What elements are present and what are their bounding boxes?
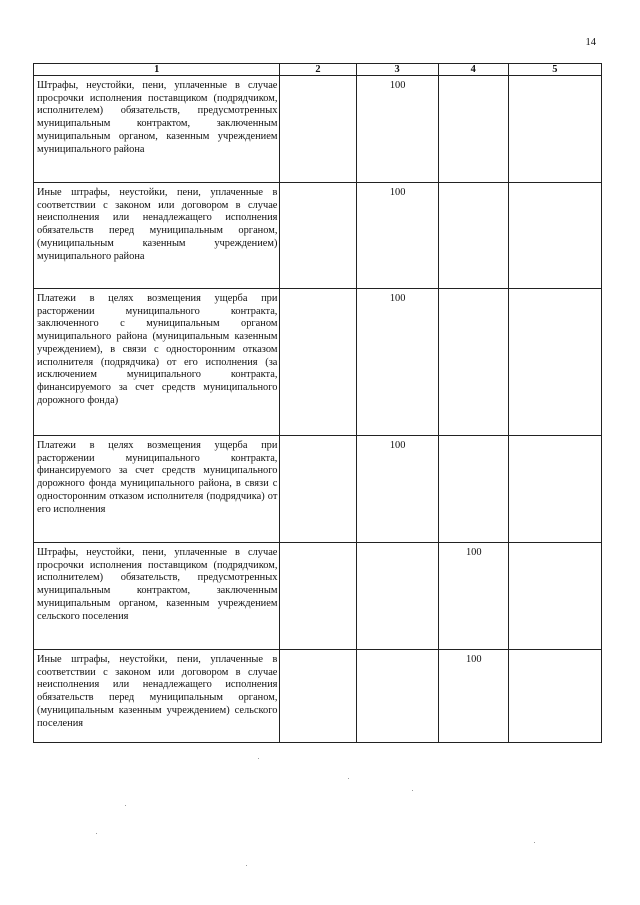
row-col-5: [508, 543, 601, 650]
table-row: [34, 289, 602, 436]
header-col-1: 1: [34, 64, 280, 76]
table-row: [34, 650, 602, 743]
header-col-2: 2: [280, 64, 356, 76]
row-col-4: [438, 436, 508, 543]
scan-speck: [412, 790, 413, 791]
table-row: [34, 543, 602, 650]
table-row: [34, 436, 602, 543]
row-description: Иные штрафы, неустойки, пени, уплаченные в соответствии с законом или договором в случае неисполнения или ненадлежащего исполнения обязательств перед муниципальным органом, (муниципальным казенным учреждением) сельского поселения: [34, 650, 280, 743]
row-col-3: 100: [356, 183, 438, 289]
row-col-5: [508, 436, 601, 543]
row-col-3: [356, 543, 438, 650]
row-col-4: [438, 183, 508, 289]
scan-speck: [96, 833, 97, 834]
row-col-3: 100: [356, 76, 438, 183]
row-col-5: [508, 76, 601, 183]
row-col-4: 100: [438, 650, 508, 743]
header-col-3: 3: [356, 64, 438, 76]
row-col-2: [280, 289, 356, 436]
row-col-5: [508, 289, 601, 436]
row-col-3: 100: [356, 436, 438, 543]
row-description: Штрафы, неустойки, пени, уплаченные в случае просрочки исполнения поставщиком (подрядчиком, исполнителем) обязательств, предусмотренных муниципальным контрактом, заключенным муниципальным органом, казенным учреждением муниципального района: [34, 76, 280, 183]
table-row: [34, 183, 602, 289]
scan-speck: [246, 865, 247, 866]
row-col-4: 100: [438, 543, 508, 650]
row-description: Платежи в целях возмещения ущерба при расторжении муниципального контракта, заключенного с муниципальным органом муниципального района (муниципальным казенным учреждением), в связи с односторонним отказом исполнителя (подрядчика) от его исполнения (за исключением муниципального контракта, финансируемого за счет средств муниципального дорожного фонда): [34, 289, 280, 436]
row-col-3: [356, 650, 438, 743]
scan-speck: [348, 778, 349, 779]
row-col-2: [280, 650, 356, 743]
row-col-2: [280, 543, 356, 650]
scan-speck: [534, 842, 535, 843]
row-col-5: [508, 183, 601, 289]
row-description: Платежи в целях возмещения ущерба при расторжении муниципального контракта, финансируемого за счет средств муниципального дорожного фонда муниципального района, в связи с односторонним отказом исполнителя (подрядчика) от его исполнения: [34, 436, 280, 543]
row-col-2: [280, 436, 356, 543]
row-col-2: [280, 183, 356, 289]
page-number: 14: [585, 37, 596, 48]
row-col-4: [438, 289, 508, 436]
row-col-2: [280, 76, 356, 183]
header-col-5: 5: [508, 64, 601, 76]
row-col-5: [508, 650, 601, 743]
row-col-3: 100: [356, 289, 438, 436]
scan-speck: [258, 758, 259, 759]
header-col-4: 4: [438, 64, 508, 76]
table-header-row: [34, 64, 602, 76]
row-col-4: [438, 76, 508, 183]
scan-speck: [125, 805, 126, 806]
row-description: Иные штрафы, неустойки, пени, уплаченные в соответствии с законом или договором в случае неисполнения или ненадлежащего исполнения обязательств перед муниципальным органом, (муниципальным казенным учреждением) муниципального района: [34, 183, 280, 289]
table-row: [34, 76, 602, 183]
revenue-distribution-table: [33, 63, 602, 743]
row-description: Штрафы, неустойки, пени, уплаченные в случае просрочки исполнения поставщиком (подрядчиком, исполнителем) обязательств, предусмотренных муниципальным контрактом, заключенным муниципальным органом, казенным учреждением сельского поселения: [34, 543, 280, 650]
